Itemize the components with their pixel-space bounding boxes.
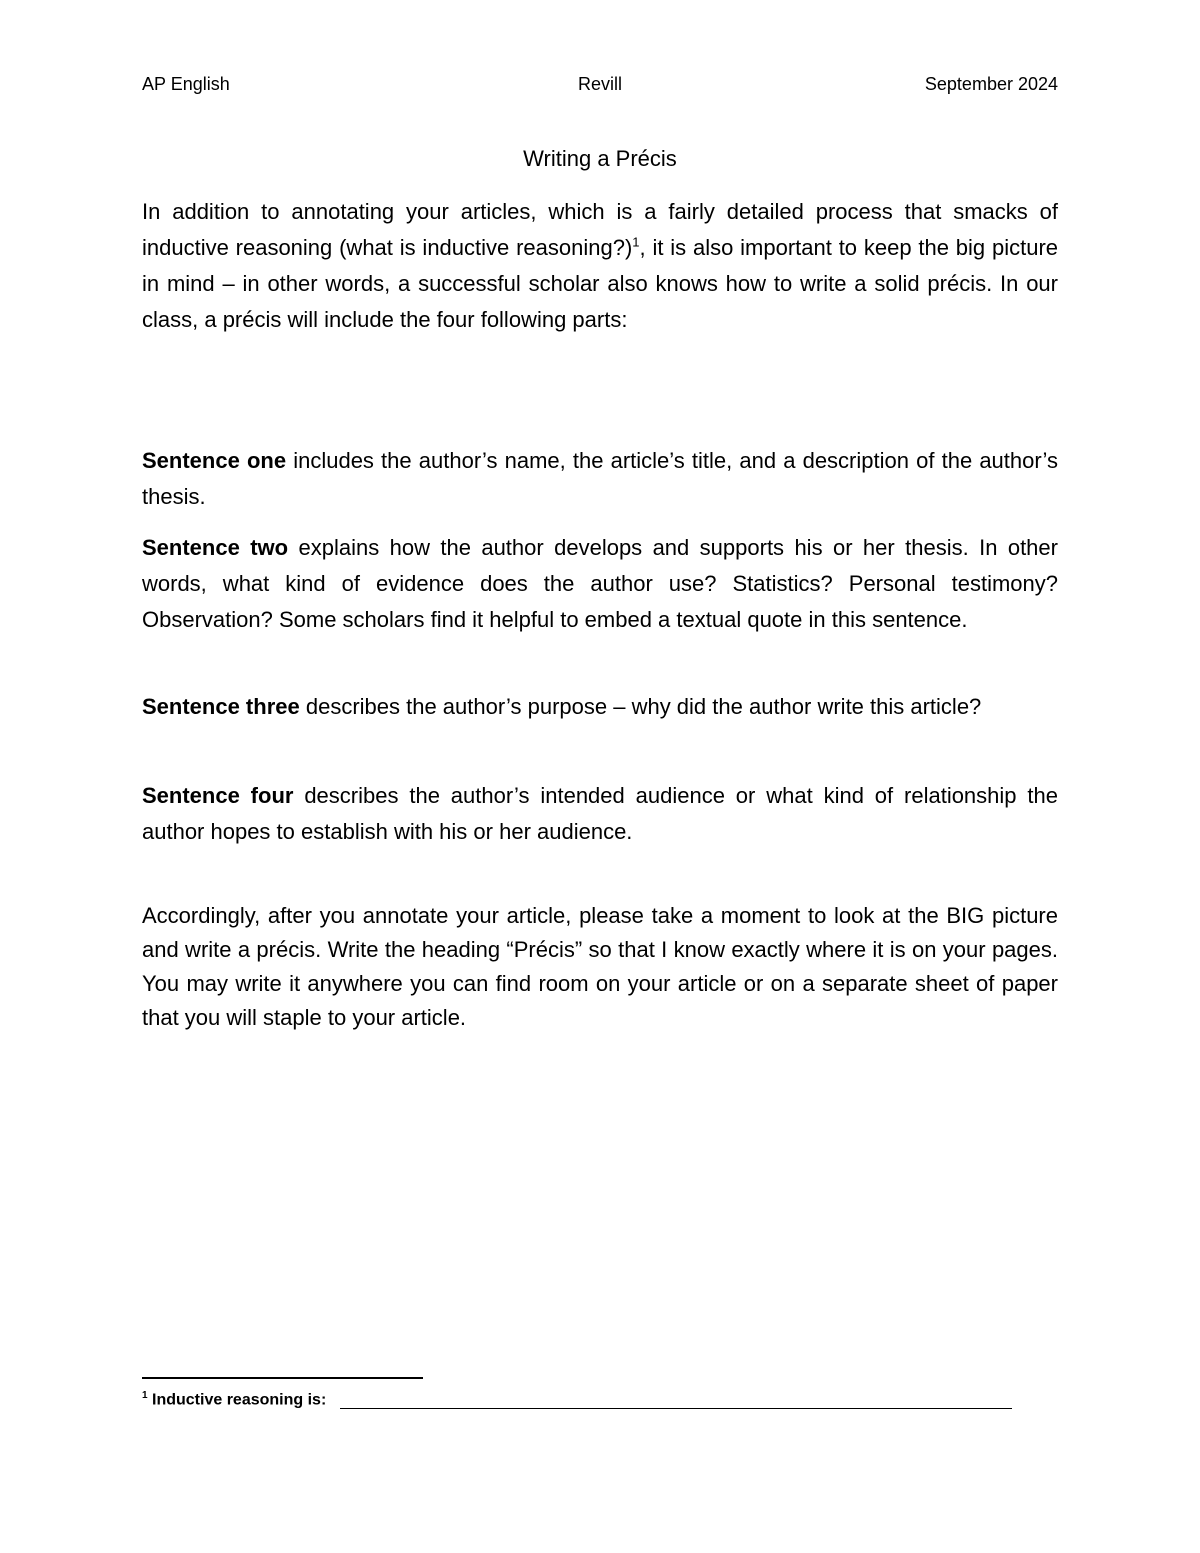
intro-text-end: , it is also important to keep the big picture in mind – in other words, a successful scholar also knows how to write a solid précis. In our class, a précis will include the four following parts: <box>142 235 1059 332</box>
sentence-two-label: Sentence two <box>142 535 289 560</box>
footnote <box>142 1390 326 1409</box>
sentence-two-text: explains how the author develops and supports his or her thesis. In other words, what kind of evidence does the author use? Statistics? Personal testimony? Observation? Some scholars find it helpful to embed a textual quote in this sentence. <box>142 535 1058 632</box>
sentence-one-label: Sentence one <box>142 448 287 473</box>
sentence-one-text: includes the author’s name, the article’s title, and a description of the author’s thesis. <box>142 448 1058 509</box>
sentence-three-paragraph <box>142 689 1058 725</box>
footnote-label: Inductive reasoning is: <box>147 1391 327 1409</box>
sentence-four-text: describes the author’s intended audience or what kind of relationship the author hopes to establish with his or her audience. <box>142 783 1058 844</box>
intro-paragraph <box>142 194 1058 338</box>
sentence-one-paragraph <box>142 443 1058 515</box>
intro-text-start: In addition to annotating your articles, which is a fairly detailed process that smacks of inductive reasoning (what is inductive reasoning?) <box>142 199 1058 260</box>
sentence-four-paragraph <box>142 778 1058 850</box>
sentence-three-label: Sentence three <box>142 694 300 719</box>
footnote-answer-blank[interactable] <box>340 1408 1012 1409</box>
page-header <box>142 74 1058 100</box>
sentence-two-paragraph <box>142 530 1058 638</box>
sentence-three-text: describes the author’s purpose – why did the author write this article? <box>299 694 982 719</box>
footnote-reference: 1 <box>632 234 640 250</box>
document-title: Writing a Précis <box>523 146 677 171</box>
footnote-separator <box>142 1377 423 1379</box>
header-date: September 2024 <box>924 74 1058 94</box>
header-course: AP English <box>142 74 230 94</box>
closing-paragraph: Accordingly, after you annotate your article, please take a moment to look at the BIG picture and write a précis. Write the heading “Précis” so that I know exactly where it is on your pages. You may write it anywhere you can find room on your article or on a separate sheet of paper that you will staple to your article. <box>142 903 1058 1030</box>
header-teacher: Revill <box>577 74 622 94</box>
sentence-four-label: Sentence four <box>142 783 294 808</box>
footnote-marker: 1 <box>142 1390 148 1401</box>
